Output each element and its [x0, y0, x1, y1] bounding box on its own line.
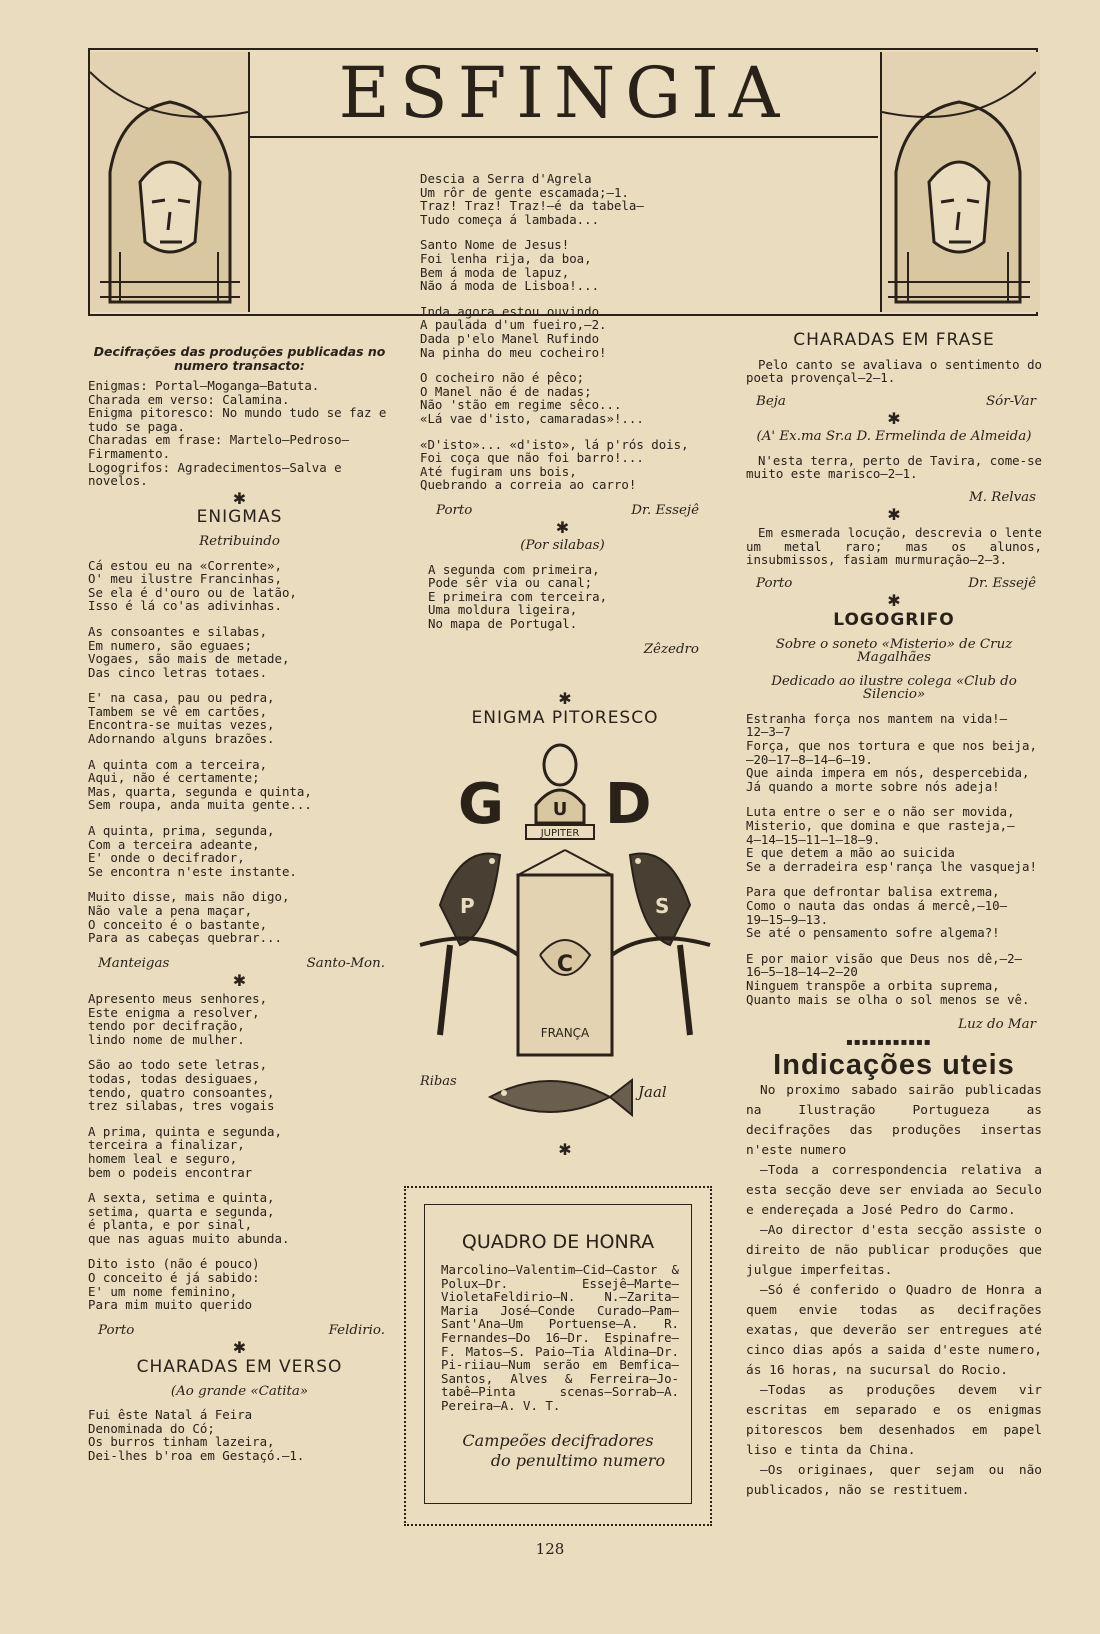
decif-line: Charada em verso: Calamina.	[88, 391, 290, 407]
signature	[98, 1324, 385, 1338]
logogrifo-subheading: Sobre o soneto «Misterio» de Cruz Magalhães	[775, 636, 1013, 666]
star-divider: ✱	[232, 488, 247, 508]
signature-author: Santo-Mon.	[306, 955, 385, 971]
footer-line: do penultimo numero	[490, 1450, 666, 1470]
masthead-title-box	[250, 50, 878, 138]
logogrifo-heading: LOGOGRIFO	[833, 609, 955, 630]
star-divider: ✱	[887, 505, 901, 525]
star-divider: ✱	[887, 591, 901, 611]
indicacao-paragraph: —Só é conferido o Quadro de Honra a quem envie todas as decifrações exatas, que deverão ser entregues até cinco dias após a saida d'este numero, ás 16 horas, na sucursal do Rocio.	[746, 1282, 1042, 1378]
pic-jupiter-label: JUPITER	[540, 828, 580, 840]
star-divider: ✱	[555, 518, 570, 538]
signature-author: Dr. Essejê	[631, 502, 699, 518]
verse: A quinta com a terceira, Aqui, não é certamente; Mas, quarta, segunda e quinta, Sem roupa, anda muita gente...	[88, 756, 312, 813]
indicacao-paragraph: —Ao director d'esta secção assiste o direito de não publicar produções que julgue imperfeitas.	[746, 1222, 1042, 1278]
quadro-de-honra-title: QUADRO DE HONRA	[461, 1231, 655, 1253]
logogrifo-dedication: Dedicado ao ilustre colega «Club do Silencio»	[771, 673, 1017, 703]
star-divider: ✱	[232, 971, 247, 991]
verse: Santo Nome de Jesus! Foi lenha rija, da boa, Bem á moda de lapuz, Não á moda de Lisboa!...	[420, 237, 600, 294]
pic-franca-label: FRANÇA	[540, 1026, 590, 1041]
verse: As consoantes e silabas, Em numero, são eguaes; Vogaes, são mais de metade, Das cinco letras totaes.	[88, 623, 290, 680]
indicacao-paragraph: —Todas as produções devem vir escritas em separado e os enigmas pitorescos bem desenhados em papel liso e tinta da China.	[746, 1382, 1042, 1458]
verse: Descia a Serra d'Agrela Um rôr de gente escamada;—1. Traz! Traz! Traz!—é da tabela— Tudo começa á lambada...	[420, 171, 644, 227]
signature	[756, 395, 1036, 409]
signature	[436, 504, 699, 518]
sphinx-left-icon	[90, 52, 248, 312]
star-divider: ✱	[232, 1338, 247, 1358]
indicacao-paragraph: —Toda a correspondencia relativa a esta secção deve ser enviada ao Seculo e endereçada a José Pedro do Carmo.	[746, 1162, 1042, 1218]
decif-line: Logogrifos: Agradecimentos—Salva e novelos.	[88, 459, 342, 489]
page-title: ESFINGIA	[338, 52, 790, 134]
verse: «D'isto»... «d'isto», lá p'rós dois, Foi coça que não foi barro!... Até fugiram uns bois, Quebrando a correia ao carro!	[420, 436, 689, 493]
signature-author: Luz do Mar	[958, 1017, 1036, 1033]
enigma-pitoresco-heading: ENIGMA PITORESCO	[471, 707, 659, 728]
signature-place: Manteigas	[98, 955, 170, 971]
verse: Para que defrontar balisa extrema, Como o nauta das ondas á mercê,—10— 19—15—9—13. Se até o pensamento sofre algema?!	[746, 884, 1008, 941]
column-middle	[420, 172, 705, 660]
verse: Muito disse, mais não digo, Não vale a pena maçar, O conceito é o bastante, Para as cabeças quebrar...	[88, 889, 290, 946]
verse: Cá estou eu na «Corrente», O' meu ilustre Francinhas, Se ela é d'ouro ou de latão, Isso é lá co'as adivinhas.	[88, 557, 297, 614]
sphinx-right-illustration	[880, 52, 1040, 312]
parrot-left-icon	[440, 854, 500, 1035]
parrot-right-icon	[630, 854, 690, 1035]
verse: Dito isto (não é pouco) O conceito é já sabido: E' um nome feminino, Para mim muito querido	[88, 1256, 260, 1313]
page-number: 128	[535, 1540, 565, 1558]
pic-signature-right: Jaal	[638, 1083, 667, 1102]
signature-place: Porto	[436, 502, 473, 518]
pic-signature-left: Ribas	[420, 1074, 457, 1090]
verse: O cocheiro não é pêco; O Manel não é de nadas; Não 'stão em regime sêco... «Lá vae d'isto, camaradas»!...	[420, 370, 644, 426]
pic-letter-d: D	[605, 772, 652, 838]
indicacao-paragraph: No proximo sabado sairão publicadas na Ilustração Portugueza as decifrações das produções insertas n'este numero	[746, 1082, 1042, 1158]
enigma-pitoresco-picture	[400, 735, 730, 1135]
decif-line: Enigmas: Portal—Moganga—Batuta.	[88, 378, 320, 393]
fish-icon	[490, 1080, 632, 1115]
paragraph: Pelo canto se avaliava o sentimento do poeta provençal—2—1.	[746, 356, 1042, 386]
verse: A prima, quinta e segunda, terceira a finalizar, homem leal e seguro, bem o podeis encontrar	[88, 1123, 282, 1180]
star-divider: ✱	[887, 409, 901, 429]
signature	[430, 643, 699, 657]
pic-letter-p: P	[460, 894, 475, 919]
sphinx-right-icon	[882, 52, 1036, 312]
verse: A sexta, setima e quinta, setima, quarta e segunda, é planta, e por sinal, que nas aguas muito abunda.	[88, 1190, 290, 1246]
verse: São ao todo sete letras, todas, todas desiguaes, tendo, quatro consoantes, trez silabas, tres vogais	[88, 1057, 275, 1114]
pic-letter-g: G	[458, 772, 504, 838]
verse: Apresento meus senhores, Este enigma a resolver, tendo por decifração, lindo nome de mulher.	[88, 990, 268, 1047]
enigmas-heading: ENIGMAS	[196, 507, 283, 528]
indicacao-paragraph: —Os originaes, quer sejam ou não publicados, não se restituem.	[746, 1462, 1042, 1498]
signature-place: Beja	[756, 393, 786, 409]
verse: A quinta, prima, segunda, Com a terceira adeante, E' onde o decifrador, Se encontra n'este instante.	[88, 823, 297, 879]
signature-author: M. Relvas	[969, 489, 1036, 505]
pic-letter-c: C	[556, 952, 574, 978]
signature-place: Porto	[98, 1322, 135, 1338]
quadro-de-honra-names: Marcolino—Valentim—Cid—Castor & Polux—Dr. Essejê—Marte—VioletaFeldirio—N. N.—Zarita—Maria José—Conde Curado—Pam—Sant'Ana—Um Portuense—A. R. Fernandes—Do 16—Dr. Espinafre—F. Matos—S. Paio—Tia Aldina—Dr. Pi-riiau—Num serão em Bemfica—Santos, Alves & Ferreira—Jo-tabê—Pinta scenas—Sorrab—A. Pereira—A. V. T.	[441, 1262, 679, 1413]
charadas-verso-heading: CHARADAS EM VERSO	[136, 1357, 343, 1378]
charadas-verso-subheading: (Ao grande «Catita»	[170, 1383, 309, 1399]
quadro-de-honra-box	[424, 1204, 692, 1504]
signature	[756, 577, 1036, 591]
verse: E' na casa, pau ou pedra, Tambem se vê em cartões, Encontra-se muitas vezes, Adornando alguns brazões.	[88, 690, 275, 747]
signature	[756, 491, 1036, 505]
star-divider: ✱	[558, 689, 572, 708]
jupiter-bust-icon	[526, 745, 594, 839]
charadas-frase-heading: CHARADAS EM FRASE	[793, 330, 995, 350]
paragraph: Em esmerada locução, descrevia o lente um metal raro; mas os alunos, insubmissos, fasiam murmuração—2—3.	[746, 524, 1042, 568]
signature	[98, 957, 385, 971]
signature-author: Feldirio.	[328, 1322, 385, 1338]
enigmas-subheading: Retribuindo	[199, 533, 280, 549]
sphinx-left-illustration	[90, 52, 250, 312]
pic-letter-u: U	[552, 799, 568, 821]
decif-line: Enigma pitoresco: No mundo tudo se faz e tudo se paga.	[88, 405, 387, 434]
signature-place: Porto	[756, 575, 793, 591]
pic-letter-s: S	[655, 894, 670, 919]
verse: Estranha força nos mantem na vida!— 12—3—7 Força, que nos tortura e que nos beija, —20—17—8—14—6—19. Que ainda impera em nós, despercebida, Já quando a morte sobre nós adeja!	[746, 710, 1037, 794]
enigma-pitoresco-section	[400, 688, 730, 1160]
column-left	[88, 345, 391, 1475]
verse: Inda agora estou ouvindo A paulada d'um fueiro,—2. Dada p'elo Manel Rufindo Na pinha do meu cocheiro!	[420, 303, 607, 360]
column-right	[746, 328, 1042, 1501]
signature-author: Zêzedro	[643, 641, 699, 657]
signature-author: Dr. Essejê	[968, 575, 1036, 591]
footer-line: Campeões decifradores	[462, 1430, 654, 1450]
paragraph: N'esta terra, perto de Tavira, come-se muito este marisco—2—1.	[746, 452, 1042, 482]
verse: E por maior visão que Deus nos dê,—2— 16—5—18—14—2—20 Ninguem transpõe a orbita suprema, Quanto mais se olha o sol menos se vê.	[746, 950, 1030, 1007]
dotted-rule: ▪▪▪▪▪▪▪▪▪▪▪	[846, 1036, 932, 1048]
star-divider: ✱	[558, 1139, 572, 1159]
por-silabas-label: (Por silabas)	[520, 538, 605, 554]
signature-author: Sór-Var	[985, 393, 1036, 409]
verse: Fui êste Natal á Feira Denominada do Có; Os burros tinham lazeira, Dei-lhes b'roa em Gestaçó.—1.	[88, 1407, 305, 1463]
indicacoes-text	[746, 1081, 1042, 1501]
decifracoes-title: Decifrações das produções publicadas no numero transacto:	[93, 344, 386, 373]
signature	[756, 1018, 1036, 1032]
dedication: (A' Ex.ma Sr.a D. Ermelinda de Almeida)	[756, 428, 1032, 444]
quadro-de-honra-footer	[425, 1431, 691, 1471]
indicacoes-heading: Indicações uteis	[773, 1049, 1015, 1082]
verse: Luta entre o ser e o não ser movida, Misterio, que domina e que rasteja,— 4—14—15—11—1—18—9. E que detem a mão ao suicida Se a derradeira esp'rança lhe vasqueja!	[746, 804, 1037, 874]
decif-line: Charadas em frase: Martelo—Pedroso—Firmamento.	[88, 432, 350, 461]
verse: A segunda com primeira, Pode sêr via ou canal; E primeira com terceira, Uma moldura ligeira, No mapa de Portugal.	[428, 561, 608, 632]
